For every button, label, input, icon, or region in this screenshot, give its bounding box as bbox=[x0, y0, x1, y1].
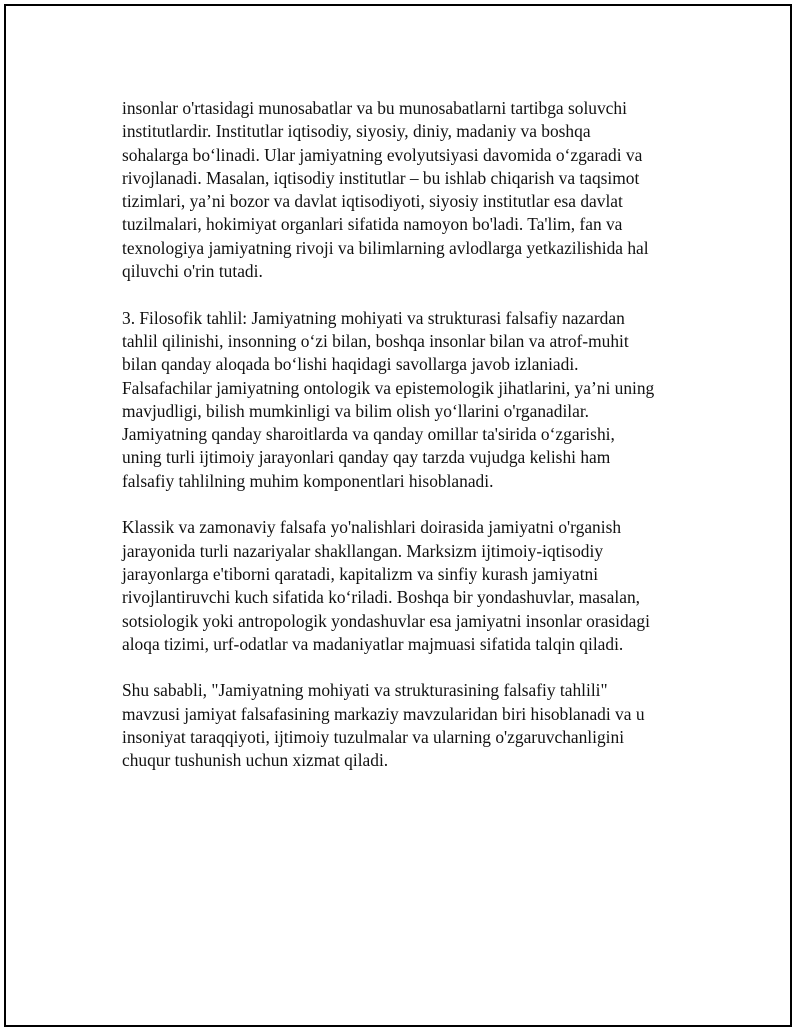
document-page bbox=[4, 4, 792, 1027]
text-line: Shu sababli, "Jamiyatning mohiyati va strukturasining falsafiy tahlili" bbox=[122, 680, 608, 701]
text-line: Jamiyatning qanday sharoitlarda va qanday omillar ta'sirida o‘zgarishi, bbox=[122, 424, 615, 445]
text-line: aloqa tizimi, urf-odatlar va madaniyatlar majmuasi sifatida talqin qiladi. bbox=[122, 633, 624, 654]
text-line: institutlardir. Institutlar iqtisodiy, siyosiy, diniy, madaniy va boshqa bbox=[122, 121, 591, 142]
document-body bbox=[122, 97, 702, 796]
text-line: rivojlanadi. Masalan, iqtisodiy institutlar – bu ishlab chiqarish va taqsimot bbox=[122, 167, 640, 188]
text-line: Klassik va zamonaviy falsafa yo'nalishlari doirasida jamiyatni o'rganish bbox=[122, 517, 622, 538]
text-line: Falsafachilar jamiyatning ontologik va epistemologik jihatlarini, ya’ni uning bbox=[122, 377, 655, 398]
text-line: rivojlantiruvchi kuch sifatida ko‘riladi. Boshqa bir yondashuvlar, masalan, bbox=[122, 587, 640, 608]
text-line: texnologiya jamiyatning rivoji va bilimlarning avlodlarga yetkazilishida hal bbox=[122, 237, 649, 258]
text-line: mavjudligi, bilish mumkinligi va bilim olish yo‘llarini o'rganadilar. bbox=[122, 400, 590, 421]
text-line: tuzilmalari, hokimiyat organlari sifatida namoyon bo'ladi. Ta'lim, fan va bbox=[122, 214, 623, 235]
text-line: qiluvchi o'rin tutadi. bbox=[122, 261, 263, 282]
text-line: sohalarga bo‘linadi. Ular jamiyatning evolyutsiyasi davomida o‘zgaradi va bbox=[122, 144, 643, 165]
paragraph-2 bbox=[122, 307, 702, 493]
paragraph-1 bbox=[122, 97, 702, 283]
text-line: mavzusi jamiyat falsafasining markaziy mavzularidan biri hisoblanadi va u bbox=[122, 703, 645, 724]
text-line: 3. Filosofik tahlil: Jamiyatning mohiyati va strukturasi falsafiy nazardan bbox=[122, 307, 625, 328]
text-line: sotsiologik yoki antropologik yondashuvlar esa jamiyatni insonlar orasidagi bbox=[122, 610, 650, 631]
text-line: tizimlari, ya’ni bozor va davlat iqtisodiyoti, siyosiy institutlar esa davlat bbox=[122, 191, 623, 212]
text-line: jarayonida turli nazariyalar shakllangan. Marksizm ijtimoiy-iqtisodiy bbox=[122, 540, 604, 561]
text-line: insonlar o'rtasidagi munosabatlar va bu munosabatlarni tartibga soluvchi bbox=[122, 98, 627, 118]
text-line: bilan qanday aloqada bo‘lishi haqidagi savollarga javob izlaniadi. bbox=[122, 354, 579, 375]
text-line: chuqur tushunish uchun xizmat qiladi. bbox=[122, 750, 389, 771]
paragraph-4 bbox=[122, 679, 702, 772]
text-line: tahlil qilinishi, insonning o‘zi bilan, boshqa insonlar bilan va atrof-muhit bbox=[122, 330, 629, 351]
text-line: uning turli ijtimoiy jarayonlari qanday qay tarzda vujudga kelishi ham bbox=[122, 447, 611, 468]
text-line: insoniyat taraqqiyoti, ijtimoiy tuzulmalar va ularning o'zgaruvchanligini bbox=[122, 727, 625, 748]
paragraph-3 bbox=[122, 516, 702, 656]
text-line: jarayonlarga e'tiborni qaratadi, kapitalizm va sinfiy kurash jamiyatni bbox=[122, 563, 599, 584]
text-line: falsafiy tahlilning muhim komponentlari hisoblanadi. bbox=[122, 470, 494, 491]
